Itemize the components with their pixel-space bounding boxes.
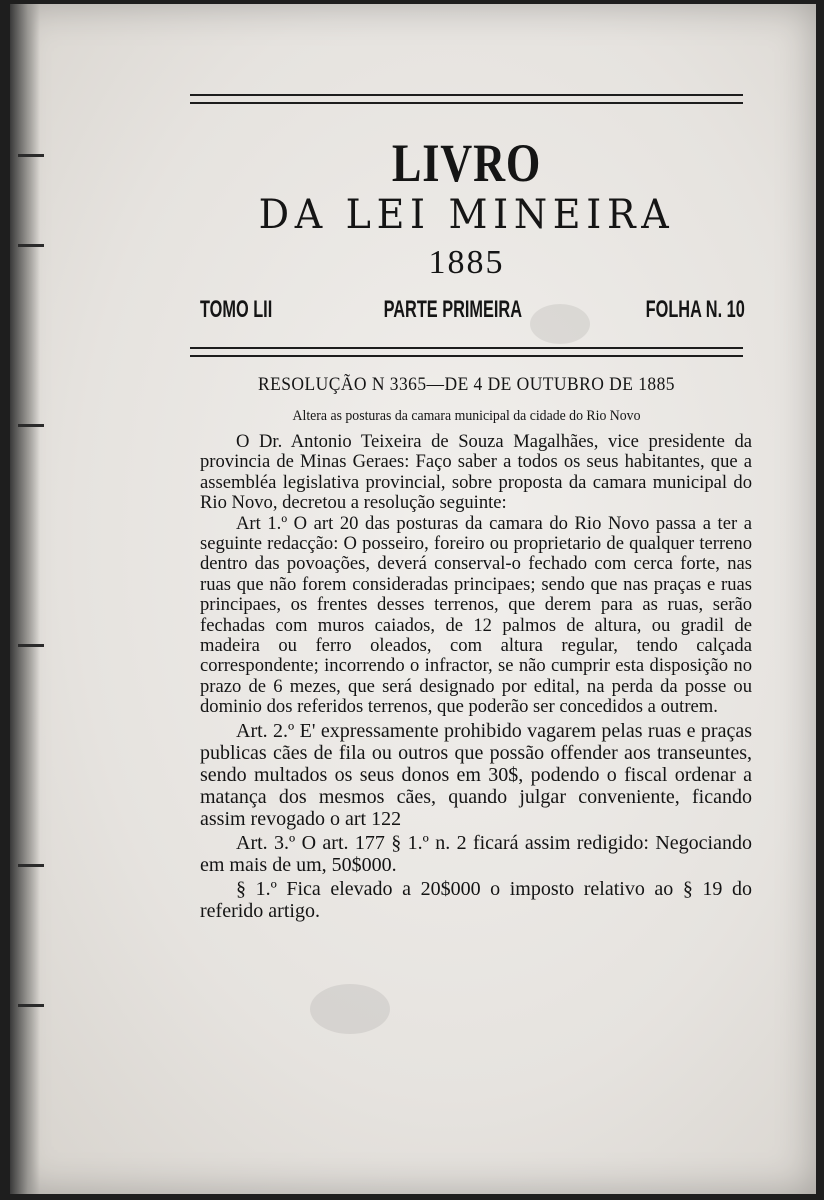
article-3-paragraph-1: § 1.º Fica elevado a 20$000 o imposto relativo ao § 19 do referido artigo. [200,877,752,922]
article-1: Art 1.º O art 20 das posturas da camara do Rio Novo passa a ter a seguinte redacção: O posseiro, foreiro ou proprietario de qualquer terreno dentro das povoações, deverá conserval-o fechado com cerca forte, nas ruas que não forem consideradas principaes; sendo que nas praças e ruas principaes, os frentes desses terrenos, que derem para as ruas, serão fechadas com muros caiados, de 12 palmos de altura, ou gradil de madeira ou ferro oleados, com altura regular, tendo calçada correspondente; incorrendo o infractor, se não cumprir esta disposição no prazo de 6 mezes, que será designado por edital, na perda da posse ou dominio dos referidos terrenos, que poderão ser concedidos a outrem. [200,512,752,718]
section-double-rule [190,347,743,357]
paper-stain [310,984,390,1034]
binding-stitch [18,1004,44,1007]
binding-stitch [18,644,44,647]
volume-meta-row [200,296,745,324]
folha-label: FOLHA N. 10 [645,296,745,323]
book-subtitle: DA LEI MINEIRA [258,192,675,238]
parte-label: PARTE PRIMEIRA [383,296,522,323]
binding-stitch [18,424,44,427]
resolution-preamble: O Dr. Antonio Teixeira de Souza Magalhães, vice presidente da provincia de Minas Geraes: Faço saber a todos os seus habitantes, que a assembléa legislativa provincial, sobre proposta da camara municipal do Rio Novo, decretou a resolução seguinte: [200,431,752,514]
document-page [10,4,816,1194]
resolution-heading: RESOLUÇÃO N 3365—DE 4 DE OUTUBRO DE 1885 [257,374,676,395]
top-double-rule [190,94,743,104]
resolution-summary: Altera as posturas da camara municipal da cidade do Rio Novo [292,408,641,424]
page-binding-edge [10,4,40,1194]
article-2: Art. 2.º E' expressamente prohibido vagarem pelas ruas e praças publicas cães de fila ou outros que possão offender aos transeuntes, sendo multados os seus donos em 30$, podendo o fiscal ordenar a matança dos mesmos cães, quando julgar conveniente, ficando assim revogado o art 122 [200,719,752,830]
binding-stitch [18,244,44,247]
tomo-label: TOMO LII [200,296,273,323]
book-year: 1885 [428,244,505,281]
book-title: LIVRO [391,133,542,193]
article-3: Art. 3.º O art. 177 § 1.º n. 2 ficará assim redigido: Negociando em mais de um, 50$000. [200,831,752,876]
binding-stitch [18,154,44,157]
binding-stitch [18,864,44,867]
resolution-body [200,432,752,922]
